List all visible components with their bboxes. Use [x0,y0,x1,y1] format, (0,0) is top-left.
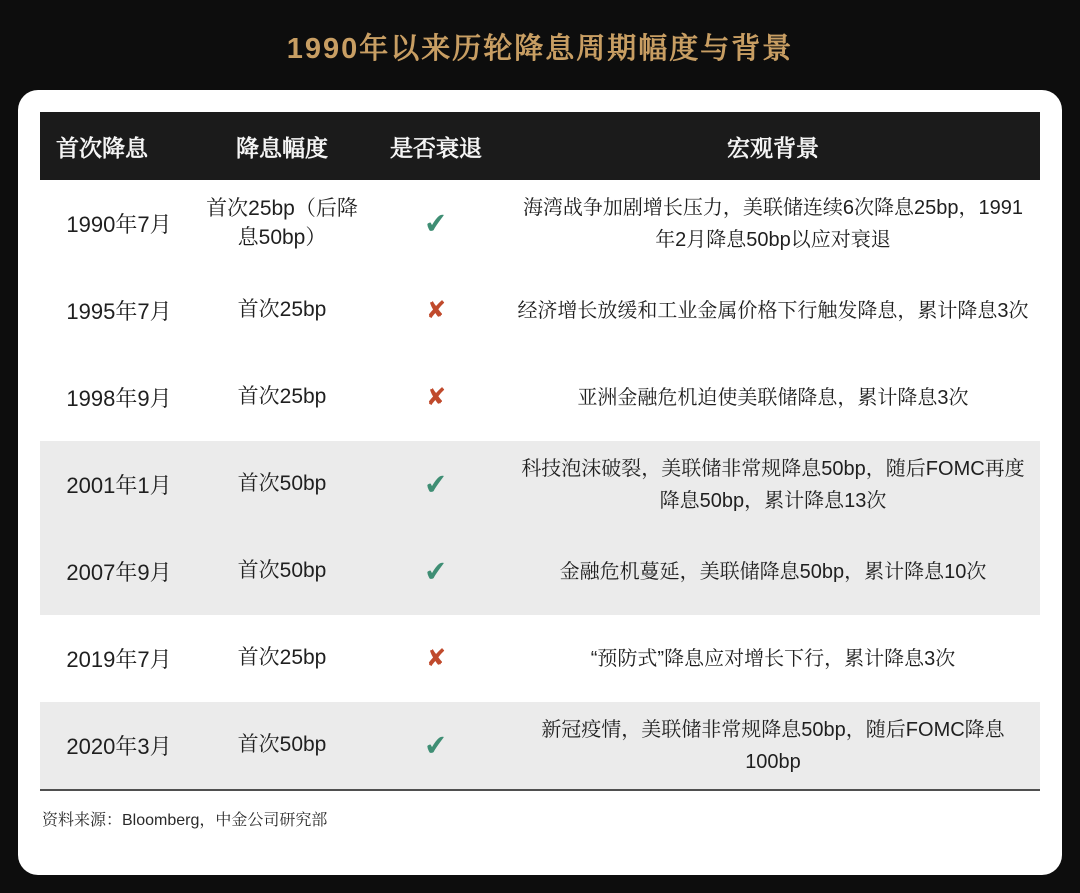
column-header-macro-background: 宏观背景 [727,134,819,161]
cell-date: 1998年9月 [66,386,172,411]
cross-icon: ✘ [425,297,447,324]
cell-date: 1995年7月 [66,299,172,324]
column-header-cut-magnitude: 降息幅度 [236,134,328,161]
cell-recession [366,207,506,240]
check-icon: ✔ [423,555,449,588]
source-note: 资料来源：Bloomberg，中金公司研究部 [42,812,328,829]
cell-magnitude: 首次50bp [237,559,327,583]
cross-icon: ✘ [425,384,447,411]
cell-magnitude: 首次50bp [237,733,327,757]
cell-date: 2007年9月 [66,560,172,585]
cell-magnitude: 首次25bp [237,646,327,670]
cross-icon: ✘ [425,645,447,672]
cell-magnitude: 首次50bp [237,472,327,496]
table-row [40,180,1040,267]
table-header-row [40,112,1040,180]
table-row [40,267,1040,354]
cell-background: 经济增长放缓和工业金属价格下行触发降息，累计降息3次 [517,299,1029,322]
cell-recession [366,383,506,412]
table-card [18,90,1062,875]
column-header-first-cut: 首次降息 [56,134,148,161]
table-row [40,354,1040,441]
cell-recession [366,555,506,588]
cell-magnitude: 首次25bp [237,385,327,409]
table-row [40,615,1040,702]
table-row [40,702,1040,789]
cell-recession [366,468,506,501]
cell-date: 2020年3月 [66,734,172,759]
cell-background: 新冠疫情，美联储非常规降息50bp，随后FOMC降息100bp [541,718,1005,773]
cell-background: “预防式”降息应对增长下行，累计降息3次 [590,647,956,670]
page-title: 1990年以来历轮降息周期幅度与背景 [286,33,794,65]
table-row [40,441,1040,528]
cell-date: 1990年7月 [66,212,172,237]
cell-recession [366,296,506,325]
cell-recession [366,644,506,673]
cell-date: 2001年1月 [66,473,172,498]
cell-recession [366,729,506,762]
check-icon: ✔ [423,729,449,762]
cell-background: 金融危机蔓延，美联储降息50bp，累计降息10次 [559,560,987,583]
cell-background: 亚洲金融危机迫使美联储降息，累计降息3次 [577,386,969,409]
check-icon: ✔ [423,468,449,501]
table-row [40,528,1040,615]
cell-magnitude: 首次25bp [237,298,327,322]
cell-background: 海湾战争加剧增长压力，美联储连续6次降息25bp，1991年2月降息50bp以应对衰退 [522,196,1024,251]
cell-date: 2019年7月 [66,647,172,672]
cell-background: 科技泡沫破裂，美联储非常规降息50bp，随后FOMC再度降息50bp，累计降息13次 [521,457,1025,512]
table-body [40,180,1040,791]
check-icon: ✔ [423,207,449,240]
cell-magnitude: 首次25bp（后降息50bp） [206,197,358,249]
column-header-recession: 是否衰退 [390,134,482,161]
